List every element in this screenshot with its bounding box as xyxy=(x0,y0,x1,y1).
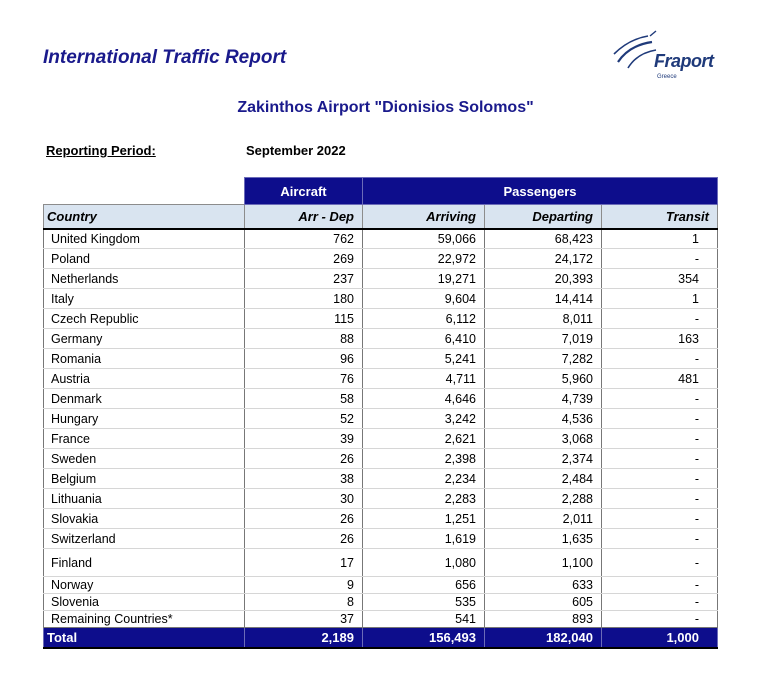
cell-country: Poland xyxy=(44,249,245,269)
cell-transit: 1 xyxy=(602,289,718,309)
cell-arriving: 9,604 xyxy=(363,289,485,309)
table-row xyxy=(44,309,718,329)
cell-transit: - xyxy=(602,549,718,577)
cell-departing: 633 xyxy=(485,577,602,594)
cell-arr-dep: 38 xyxy=(245,469,363,489)
cell-country: Germany xyxy=(44,329,245,349)
total-arr-dep: 2,189 xyxy=(245,628,363,648)
cell-country: Belgium xyxy=(44,469,245,489)
table-row xyxy=(44,509,718,529)
airport-name: Zakinthos Airport "Dionisios Solomos" xyxy=(237,99,534,116)
total-row xyxy=(44,628,718,648)
cell-departing: 68,423 xyxy=(485,229,602,249)
cell-country: Slovenia xyxy=(44,594,245,611)
cell-departing: 3,068 xyxy=(485,429,602,449)
cell-arr-dep: 17 xyxy=(245,549,363,577)
cell-arr-dep: 37 xyxy=(245,611,363,628)
table-row xyxy=(44,577,718,594)
total-label: Total xyxy=(44,628,245,648)
cell-departing: 2,288 xyxy=(485,489,602,509)
table-row xyxy=(44,449,718,469)
cell-departing: 20,393 xyxy=(485,269,602,289)
fraport-wordmark: Fraport xyxy=(654,51,714,71)
cell-departing: 2,011 xyxy=(485,509,602,529)
cell-arr-dep: 76 xyxy=(245,369,363,389)
table-row xyxy=(44,469,718,489)
table-row xyxy=(44,349,718,369)
cell-arriving: 19,271 xyxy=(363,269,485,289)
cell-country: Norway xyxy=(44,577,245,594)
cell-transit: - xyxy=(602,429,718,449)
cell-transit: 1 xyxy=(602,229,718,249)
cell-transit: - xyxy=(602,309,718,329)
column-header-arr-dep: Arr - Dep xyxy=(245,205,363,229)
fraport-subtitle: Greece xyxy=(657,74,677,80)
table-row xyxy=(44,594,718,611)
cell-country: Italy xyxy=(44,289,245,309)
table-row xyxy=(44,249,718,269)
table-row xyxy=(44,289,718,309)
cell-country: Austria xyxy=(44,369,245,389)
reporting-period-label: Reporting Period: xyxy=(46,143,156,158)
cell-arriving: 535 xyxy=(363,594,485,611)
cell-departing: 1,635 xyxy=(485,529,602,549)
cell-country: United Kingdom xyxy=(44,229,245,249)
cell-departing: 5,960 xyxy=(485,369,602,389)
cell-country: Remaining Countries* xyxy=(44,611,245,628)
cell-arr-dep: 115 xyxy=(245,309,363,329)
traffic-table xyxy=(43,177,718,649)
cell-arriving: 2,283 xyxy=(363,489,485,509)
cell-arriving: 6,410 xyxy=(363,329,485,349)
total-departing: 182,040 xyxy=(485,628,602,648)
cell-arr-dep: 237 xyxy=(245,269,363,289)
reporting-period-value: September 2022 xyxy=(246,143,346,158)
table-row xyxy=(44,389,718,409)
table-row xyxy=(44,329,718,349)
cell-arriving: 2,621 xyxy=(363,429,485,449)
cell-arriving: 5,241 xyxy=(363,349,485,369)
cell-departing: 893 xyxy=(485,611,602,628)
group-header-blank xyxy=(44,178,245,205)
cell-departing: 4,739 xyxy=(485,389,602,409)
column-header-country: Country xyxy=(44,205,245,229)
cell-arr-dep: 26 xyxy=(245,509,363,529)
group-header-aircraft: Aircraft xyxy=(245,178,363,205)
cell-country: Switzerland xyxy=(44,529,245,549)
table-row xyxy=(44,529,718,549)
table-row xyxy=(44,611,718,628)
cell-departing: 24,172 xyxy=(485,249,602,269)
cell-arr-dep: 8 xyxy=(245,594,363,611)
total-transit: 1,000 xyxy=(602,628,718,648)
cell-departing: 4,536 xyxy=(485,409,602,429)
cell-arriving: 541 xyxy=(363,611,485,628)
cell-arriving: 656 xyxy=(363,577,485,594)
table-row xyxy=(44,409,718,429)
cell-departing: 605 xyxy=(485,594,602,611)
cell-arriving: 1,251 xyxy=(363,509,485,529)
table-row xyxy=(44,369,718,389)
column-header-departing: Departing xyxy=(485,205,602,229)
cell-country: France xyxy=(44,429,245,449)
cell-transit: 354 xyxy=(602,269,718,289)
cell-arr-dep: 39 xyxy=(245,429,363,449)
cell-country: Hungary xyxy=(44,409,245,429)
cell-transit: - xyxy=(602,449,718,469)
cell-arriving: 22,972 xyxy=(363,249,485,269)
table-row xyxy=(44,489,718,509)
cell-arriving: 6,112 xyxy=(363,309,485,329)
total-arriving: 156,493 xyxy=(363,628,485,648)
cell-transit: - xyxy=(602,409,718,429)
cell-arr-dep: 58 xyxy=(245,389,363,409)
cell-country: Finland xyxy=(44,549,245,577)
cell-country: Netherlands xyxy=(44,269,245,289)
cell-transit: - xyxy=(602,249,718,269)
table-row xyxy=(44,229,718,249)
cell-arriving: 2,234 xyxy=(363,469,485,489)
cell-departing: 2,374 xyxy=(485,449,602,469)
report-title: International Traffic Report xyxy=(43,47,287,68)
cell-transit: - xyxy=(602,349,718,369)
cell-country: Lithuania xyxy=(44,489,245,509)
cell-transit: - xyxy=(602,529,718,549)
cell-transit: - xyxy=(602,489,718,509)
cell-transit: 481 xyxy=(602,369,718,389)
column-header-transit: Transit xyxy=(602,205,718,229)
cell-arriving: 59,066 xyxy=(363,229,485,249)
cell-country: Czech Republic xyxy=(44,309,245,329)
table-row xyxy=(44,429,718,449)
table-row xyxy=(44,269,718,289)
cell-arr-dep: 180 xyxy=(245,289,363,309)
cell-arriving: 2,398 xyxy=(363,449,485,469)
group-header-passengers: Passengers xyxy=(363,178,718,205)
cell-arr-dep: 762 xyxy=(245,229,363,249)
cell-arriving: 3,242 xyxy=(363,409,485,429)
cell-country: Sweden xyxy=(44,449,245,469)
cell-arr-dep: 96 xyxy=(245,349,363,369)
cell-arriving: 4,646 xyxy=(363,389,485,409)
cell-transit: - xyxy=(602,594,718,611)
cell-departing: 1,100 xyxy=(485,549,602,577)
cell-departing: 8,011 xyxy=(485,309,602,329)
cell-arriving: 4,711 xyxy=(363,369,485,389)
cell-transit: - xyxy=(602,389,718,409)
table-row xyxy=(44,549,718,577)
cell-country: Romania xyxy=(44,349,245,369)
cell-transit: - xyxy=(602,469,718,489)
column-header-arriving: Arriving xyxy=(363,205,485,229)
cell-country: Slovakia xyxy=(44,509,245,529)
cell-transit: - xyxy=(602,509,718,529)
cell-departing: 7,282 xyxy=(485,349,602,369)
cell-arr-dep: 269 xyxy=(245,249,363,269)
cell-arr-dep: 26 xyxy=(245,529,363,549)
cell-arr-dep: 88 xyxy=(245,329,363,349)
cell-arr-dep: 30 xyxy=(245,489,363,509)
cell-arr-dep: 26 xyxy=(245,449,363,469)
cell-departing: 7,019 xyxy=(485,329,602,349)
cell-arriving: 1,080 xyxy=(363,549,485,577)
fraport-logo xyxy=(612,28,722,84)
cell-country: Denmark xyxy=(44,389,245,409)
cell-arr-dep: 9 xyxy=(245,577,363,594)
cell-transit: - xyxy=(602,577,718,594)
cell-transit: - xyxy=(602,611,718,628)
cell-departing: 14,414 xyxy=(485,289,602,309)
cell-transit: 163 xyxy=(602,329,718,349)
cell-departing: 2,484 xyxy=(485,469,602,489)
cell-arr-dep: 52 xyxy=(245,409,363,429)
cell-arriving: 1,619 xyxy=(363,529,485,549)
